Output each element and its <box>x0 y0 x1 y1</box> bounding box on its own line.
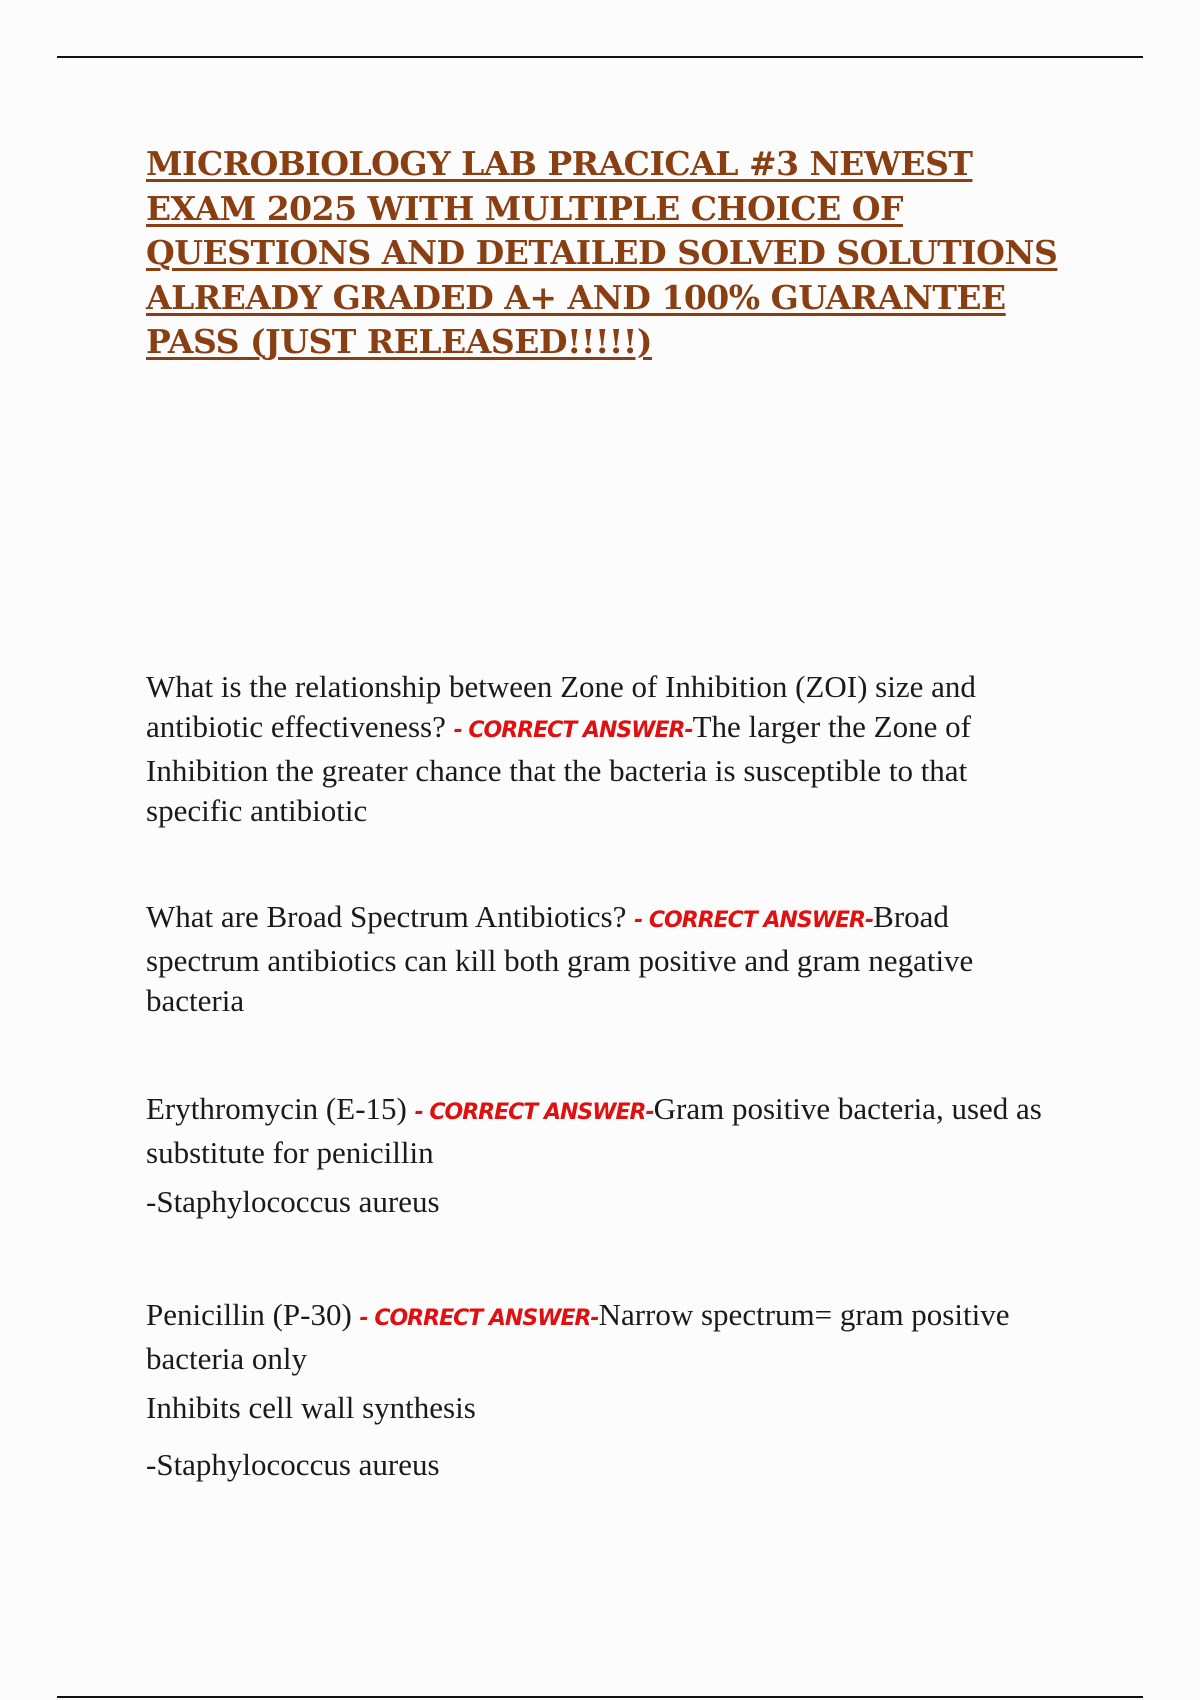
answer: Gram positive bacteria, used as substitute for penicillin <box>146 1091 1042 1170</box>
question: What is the relationship between Zone of Inhibition (ZOI) size and antibiotic effectiveness? <box>146 669 976 744</box>
bottom-rule <box>57 1696 1143 1698</box>
answer: The larger the Zone of Inhibition the greater chance that the bacteria is susceptible to that specific antibiotic <box>146 709 971 828</box>
question: What are Broad Spectrum Antibiotics? <box>146 899 635 934</box>
answer-detail: -Staphylococcus aureus <box>146 1447 440 1482</box>
question: Erythromycin (E-15) <box>146 1091 415 1126</box>
qa-item-1 <box>146 667 1066 831</box>
qa-item-4 <box>146 1295 1066 1379</box>
answer-detail: Inhibits cell wall synthesis <box>146 1390 476 1425</box>
correct-answer-marker: - CORRECT ANSWER- <box>359 1306 599 1331</box>
correct-answer-marker: - CORRECT ANSWER- <box>634 908 874 933</box>
correct-answer-marker: - CORRECT ANSWER- <box>414 1100 654 1125</box>
answer: Broad spectrum antibiotics can kill both gram positive and gram negative bacteria <box>146 899 974 1018</box>
question: Penicillin (P-30) <box>146 1297 360 1332</box>
qa-item-2 <box>146 897 1066 1021</box>
answer-detail: -Staphylococcus aureus <box>146 1184 440 1219</box>
qa-item-3 <box>146 1089 1066 1173</box>
document-title: MICROBIOLOGY LAB PRACICAL #3 NEWEST EXAM 2025 WITH MULTIPLE CHOICE OF QUESTIONS AND DETAILED SOLVED SOLUTIONS ALREADY GRADED A+ AND 100% GUARANTEE PASS (JUST RELEASED!!!!!) <box>146 144 1058 361</box>
top-rule <box>57 56 1143 58</box>
answer: Narrow spectrum= gram positive bacteria only <box>146 1297 1010 1376</box>
correct-answer-marker: - CORRECT ANSWER- <box>453 718 693 743</box>
